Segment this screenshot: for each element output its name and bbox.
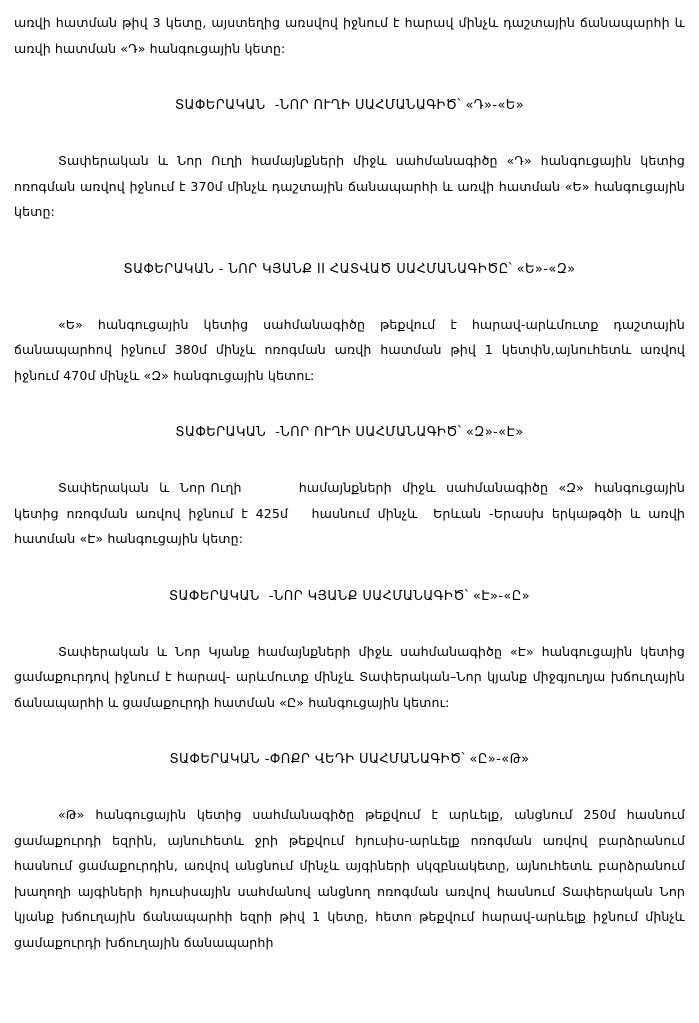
section-heading-2: ՏԱՓԵՐԱԿԱՆ - ՆՈՐ ԿՅԱՆՔ II ՀԱՏՎԱԾ ՍԱՀՄԱՆԱԳԻԾԸ՝ «Ե»-«Զ»: [123, 261, 576, 277]
paragraph-4: Տափերական և Նոր Ուղի համայնքների միջև սահմանագիծը «Զ» հանգուցային կետից ոռոգման առվով իջնում է 425մ հասնում մինչև Երևան -Երասխ երկաթգծի և առվի հատման «Է» հանգուցային կետը:: [14, 480, 690, 546]
section-heading-1: ՏԱՓԵՐԱԿԱՆ -ՆՈՐ ՈՒՂԻ ՍԱՀՄԱՆԱԳԻԾ՝ «Դ»-«Ե»: [174, 98, 525, 113]
spacer: [14, 715, 685, 747]
spacer: [14, 388, 685, 420]
spacer: [14, 118, 685, 148]
spacer: [14, 772, 685, 802]
spacer: [14, 61, 685, 93]
paragraph-5: Տափերական և Նոր Կյանք համայնքների միջև սահմանագիծը «Է» հանգուցային կետից ցամաքուրդով իջնում է հարավ- արևմուտք մինչև Տափերական–Նոր կյանք միջգյուղյա խճուղային ճանապարհի և ցամաքուրդի հատման «Ը» հանգուցային կետու:: [14, 643, 685, 710]
section-heading-5: ՏԱՓԵՐԱԿԱՆ -ՓՈՔՐ ՎԵԴԻ ՍԱՀՄԱՆԱԳԻԾ՝ «Ը»-«Թ»: [169, 752, 530, 767]
spacer: [14, 609, 685, 639]
paragraph-2: Տափերական և Նոր Ուղի համայնքների միջև սահմանագիծը «Դ» հանգուցային կետից ոռոգման առվով իջնում է 370մ մինչև դաշտային ճանապարհի և առվի հատման «Ե» հանգուցային կետը:: [14, 153, 685, 219]
section-heading-4: ՏԱՓԵՐԱԿԱՆ -ՆՈՐ ԿՅԱՆՔ ՍԱՀՄԱՆԱԳԻԾ՝ «Է»-«Ը»: [168, 588, 531, 604]
spacer: [14, 445, 685, 475]
section-heading-3: ՏԱՓԵՐԱԿԱՆ -ՆՈՐ ՈՒՂԻ ՍԱՀՄԱՆԱԳԻԾ՝ «Զ»-«Է»: [175, 425, 524, 440]
spacer: [14, 225, 685, 257]
paragraph-6: «Թ» հանգուցային կետից սահմանագիծը թեքվում է արևելք, անցնում 250մ հասնում ցամաքուրդի եզրին, այնուհետև ջրի թեքվում հյուսիս-արևելք ոռոգման առվով բարձրանում հասնում ցամաքուրդին, առվով անցնում մինչև այգիների սկզբնակետը, այնուհետև բարձրանում խաղողի այգիների հյուսիսային սահմանով անցնող ոռոգման առվով հասնում Տափերական Նոր կյանք խճուղային ճանապարհի եզրի թիվ 1 կետը, հետո թեքվում հարավ-արևելք իջնում մինչև ցամաքուրդի խճուղային ճանապարհի: [14, 807, 685, 950]
spacer: [14, 282, 685, 312]
paragraph-1: առվի հատման թիվ 3 կետը, այստեղից առսվով իջնում է հարավ մինչև դաշտային ճանապարհի և առվի հատման «Դ» հանգուցային կետը:: [14, 15, 685, 56]
paragraph-3: «Ե» հանգուցային կետից սահմանագիծը թեքվում է հարավ-արևմուտք դաշտային ճանապարհով իջնում 380մ մինչև ոռոգման առվի հատման թիվ 1 կետփն,այնուհետև առվով իջնում 470մ մինչև «Զ» հանգուցային կետու:: [14, 316, 685, 383]
spacer: [14, 552, 685, 584]
